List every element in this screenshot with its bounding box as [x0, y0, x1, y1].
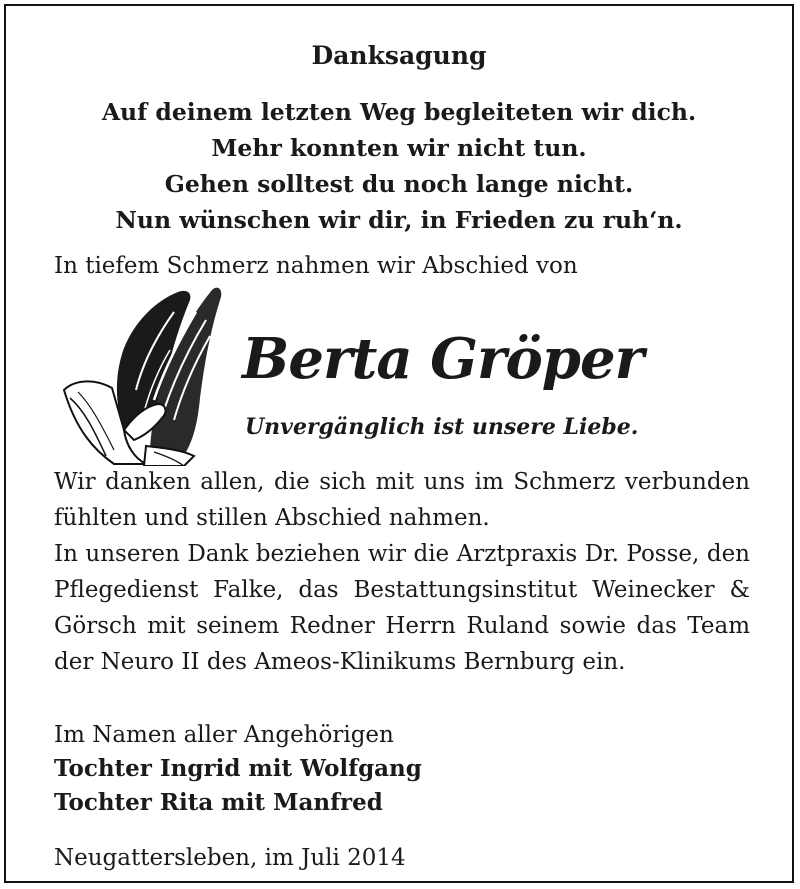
thanks-paragraph: In unseren Dank beziehen wir die Arztpraxis Dr. Posse, den Pflegedienst Falke, das Bestattungsinstitut Weinecker & Görsch mit seinem Redner Herrn Ruland sowie das Team der Neuro II des Ameos-Klinikums Bernburg ein. [54, 541, 750, 675]
motto: Unvergänglich ist unsere Liebe. [245, 414, 639, 440]
thanks-paragraph: Wir danken allen, die sich mit uns im Schmerz verbunden fühlten und stillen Abschied nahmen. [54, 469, 750, 531]
obituary-notice [4, 4, 794, 883]
poem-line: Gehen solltest du noch lange nicht. [164, 170, 634, 198]
signoff-family-line: Tochter Ingrid mit Wolfgang [54, 755, 422, 782]
place-date: Neugattersleben, im Juli 2014 [54, 845, 406, 871]
poem-line: Auf deinem letzten Weg begleiteten wir dich. [101, 98, 697, 126]
heading: Danksagung [311, 41, 487, 70]
signoff-family-line: Tochter Rita mit Manfred [54, 789, 383, 816]
intro-text: In tiefem Schmerz nahmen wir Abschied von [54, 253, 578, 279]
poem-line: Mehr konnten wir nicht tun. [211, 134, 587, 162]
poem [6, 94, 792, 238]
signoff-line: Im Namen aller Angehörigen [54, 722, 394, 748]
poem-line: Nun wünschen wir dir, in Frieden zu ruh‘n. [115, 206, 683, 234]
thanks-text [54, 464, 750, 680]
praying-hands-icon [54, 280, 224, 466]
deceased-name: Berta Gröper [242, 326, 644, 392]
signoff [54, 718, 422, 820]
